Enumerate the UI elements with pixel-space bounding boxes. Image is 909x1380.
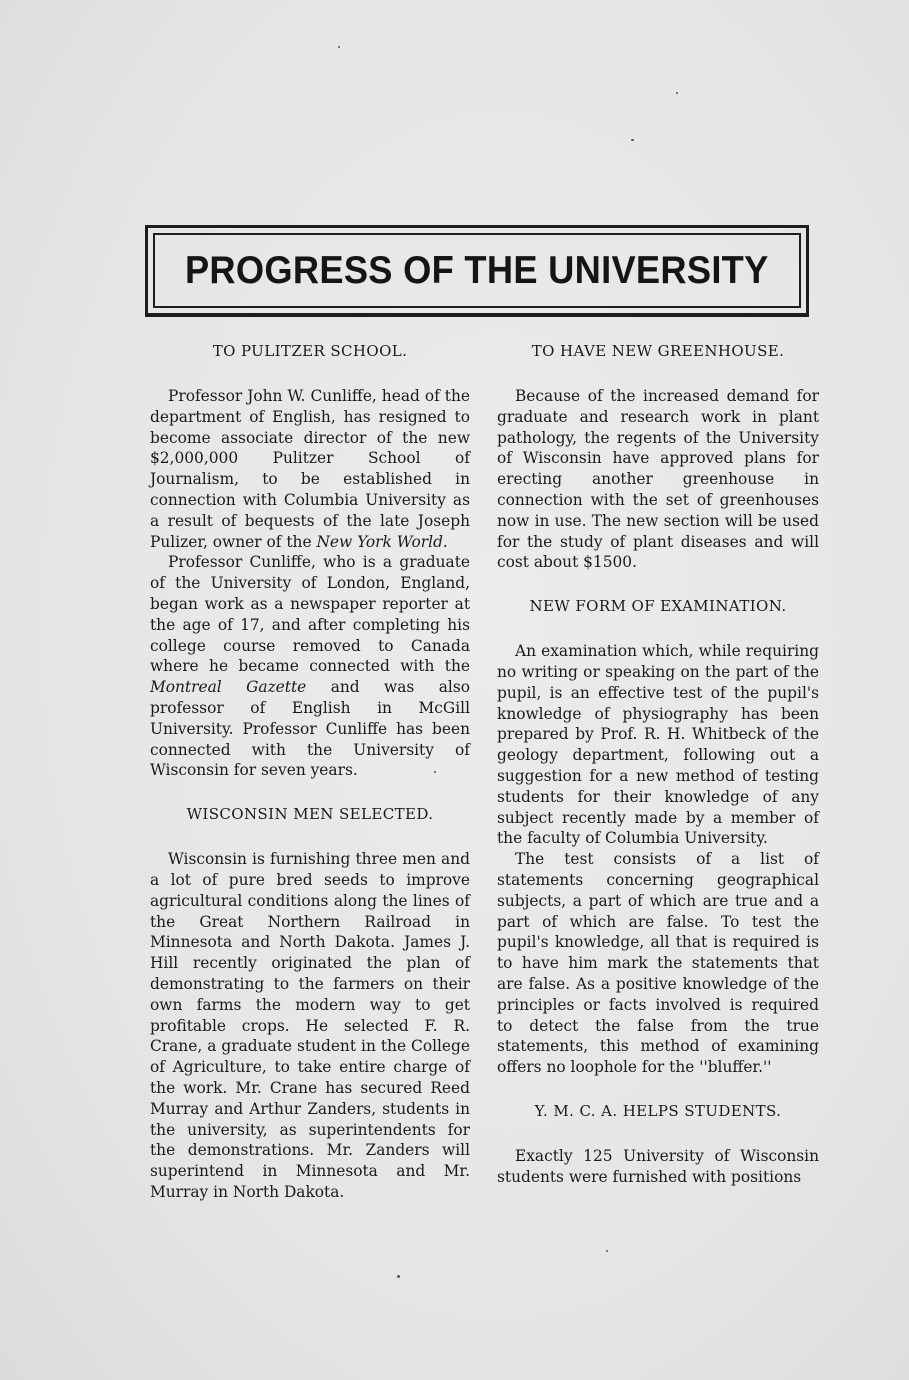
paragraph-examination: An examination which, while requiring no writing or speaking on the part of the pupil, is an effective test of the pupil's knowledge of physiography has been prepared by Prof. R. H. Whitbeck of the geology department, following out a suggestion for a new method of testing students for their knowledge of any subject recently made by a member of the faculty of Columbia University. [497, 642, 819, 848]
paragraph-test-description: The test consists of a list of statements concerning geographical subjects, a part of which are true and a part of which are false. To test the pupil's knowledge, all that is required is to have him mark the statements that are false. As a positive knowledge of the principles or facts involved is required to detect the false from the true statements, this method of examining offers no loophole for the ''bluffer.'' [497, 850, 819, 1077]
ink-speck [397, 1275, 400, 1278]
paragraph-ymca: Exactly 125 University of Wisconsin students were furnished with positions [497, 1146, 819, 1186]
left-column [150, 336, 470, 1203]
title-frame [145, 225, 809, 317]
right-column [497, 336, 819, 1188]
paragraph-greenhouse: Because of the increased demand for graduate and research work in plant pathology, the regents of the University of Wisconsin have approved plans for erecting another greenhouse in connection with the set of greenhouses now in use. The new section will be used for the study of plant diseases and will cost about $1500. [497, 387, 819, 572]
ink-speck [606, 1250, 608, 1252]
paragraph-cunliffe-resigns [150, 386, 470, 552]
title-frame-inner [153, 233, 801, 308]
paragraph-text: Professor John W. Cunliffe, head of the department of English, has resigned to become associate director of the new $2,000,000 Pulitzer School of Journalism, to be established in connection with Columbia University as a result of bequests of the late Joseph Pulizer, owner of the [150, 387, 470, 551]
section-heading-greenhouse: TO HAVE NEW GREENHOUSE. [531, 342, 785, 360]
paragraph-text: Professor Cunliffe, who is a graduate of the University of London, England, began work as a newspaper reporter at the age of 17, and after completing his college course removed to Canada where he became connected with the [150, 553, 470, 676]
section-heading-wisconsin-men: WISCONSIN MEN SELECTED. [186, 805, 434, 824]
newspaper-name: New York World. [316, 532, 448, 551]
newspaper-name: Montreal Gazette [150, 678, 307, 697]
section-heading-pulitzer: TO PULITZER SCHOOL. [212, 342, 408, 360]
ink-speck [676, 92, 678, 94]
section-heading-ymca: Y. M. C. A. HELPS STUDENTS. [534, 1101, 782, 1120]
paragraph-text: and was also professor of English in McGill University. Professor Cunliffe has been connected with the University of Wisconsin for seven years. [150, 678, 470, 780]
section-heading-examination: NEW FORM OF EXAMINATION. [529, 597, 787, 616]
paragraph-wisconsin-men: Wisconsin is furnishing three men and a lot of pure bred seeds to improve agricultural conditions along the lines of the Great Northern Railroad in Minnesota and North Dakota. James J. Hill recently originated the plan of demonstrating to the farmers on their own farms the modern way to get profitable crops. He selected F. R. Crane, a graduate student in the College of Agriculture, to take entire charge of the work. Mr. Crane has secured Reed Murray and Arthur Zanders, students in the university, as superintendents for the demonstrations. Mr. Zanders will superintend in Minnesota and Mr. Murray in North Dakota. [150, 850, 470, 1201]
paragraph-cunliffe-biography [150, 552, 470, 781]
ink-speck [338, 46, 340, 48]
page-title: PROGRESS OF THE UNIVERSITY [185, 248, 769, 292]
ink-speck [631, 139, 634, 141]
